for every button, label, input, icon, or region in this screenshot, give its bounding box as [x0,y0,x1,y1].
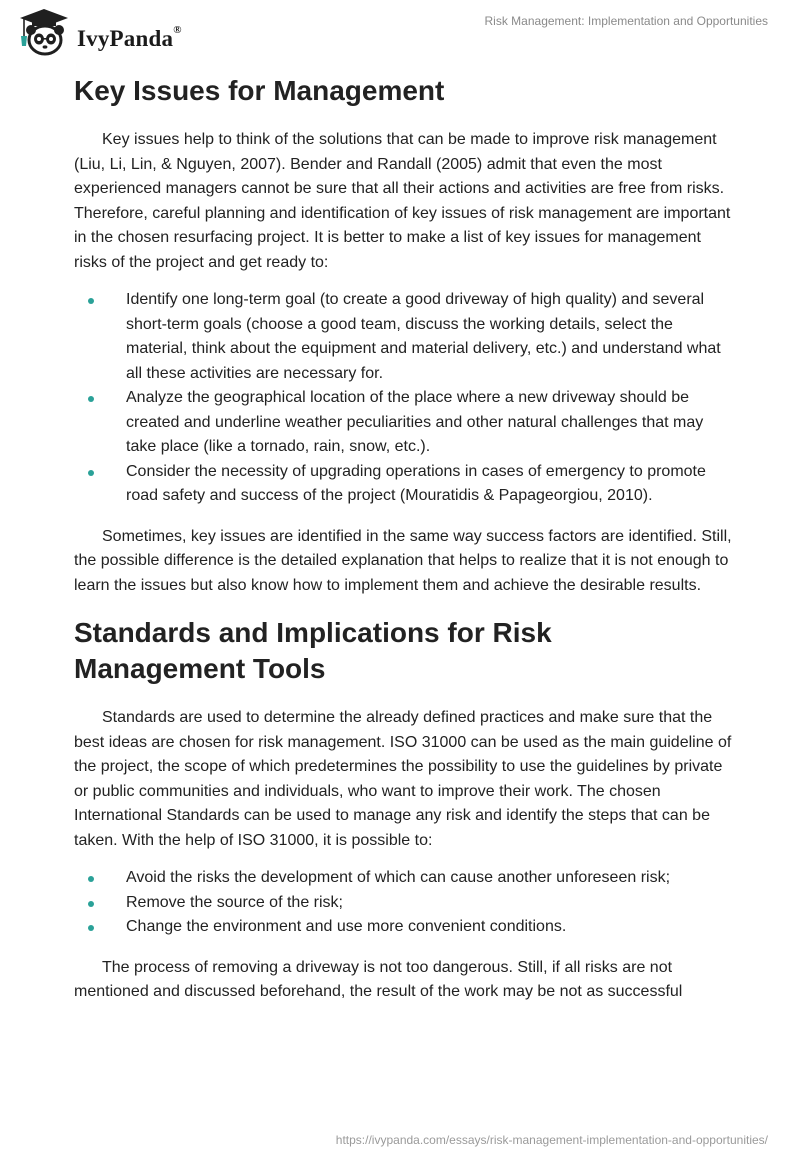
list-item: Change the environment and use more convenient conditions. [74,915,734,940]
paragraph: Key issues help to think of the solutions that can be made to improve risk management (Liu, Li, Lin, & Nguyen, 2007). Bender and Randall (2005) admit that even the most experienced managers cannot be sure that all their actions and activities are free from risks. Therefore, careful planning and identification of key issues of risk management are important in the chosen resurfacing project. It is better to make a list of key issues for management risks of the project and get ready to: [74,131,731,271]
bullet-icon [88,901,94,907]
paragraph: Sometimes, key issues are identified in the same way success factors are identified. Still, the possible difference is the detailed explanation that helps to realize that it is not enough to learn the issues but also know how to implement them and achieve the desirable results. [74,527,732,594]
list-item: Identify one long-term goal (to create a good driveway of high quality) and several short-term goals (choose a good team, discuss the working details, select the material, think about the equipment and material delivery, etc.) and understand what all these activities are necessary for. [74,288,734,386]
bullet-icon [88,470,94,476]
list-item: Analyze the geographical location of the place where a new driveway should be created and underline weather peculiarities and other natural challenges that may take place (like a tornado, rain, snow, etc.). [74,386,734,460]
ivypanda-logo[interactable] [14,6,214,58]
bullet-icon [88,396,94,402]
section-heading-key-issues: Key Issues for Management [74,75,445,106]
source-url-link[interactable]: https://ivypanda.com/essays/risk-management-implementation-and-opportunities/ [335,1133,768,1147]
list-item: Consider the necessity of upgrading operations in cases of emergency to promote road safety and success of the project (Mouratidis & Papageorgiou, 2010). [74,460,734,509]
bullet-list [74,288,734,509]
list-item: Avoid the risks the development of which can cause another unforeseen risk; [74,866,734,891]
bullet-icon [88,876,94,882]
registered-mark: ® [173,24,182,36]
paragraph: Standards are used to determine the already defined practices and make sure that the best ideas are chosen for risk management. ISO 31000 can be used as the main guideline of the project, the scope of which predetermines the possibility to use the guidelines by private or public communities and individuals, who want to improve their work. The chosen International Standards can be used to manage any risk and identify the steps that can be taken. With the help of ISO 31000, it is possible to: [74,709,732,849]
page-header [0,0,800,60]
brand-name: IvyPanda® [77,24,182,51]
document-title: Risk Management: Implementation and Opportunities [484,14,768,28]
panda-graduate-icon [14,6,74,58]
essay-content [74,70,734,1005]
paragraph: The process of removing a driveway is not too dangerous. Still, if all risks are not mentioned and discussed beforehand, the result of the work may be not as successful [74,958,683,1000]
bullet-icon [88,925,94,931]
list-item: Remove the source of the risk; [74,891,734,916]
bullet-list [74,866,734,940]
section-heading-standards: Standards and Implications for Risk Management Tools [74,617,552,684]
bullet-icon [88,298,94,304]
